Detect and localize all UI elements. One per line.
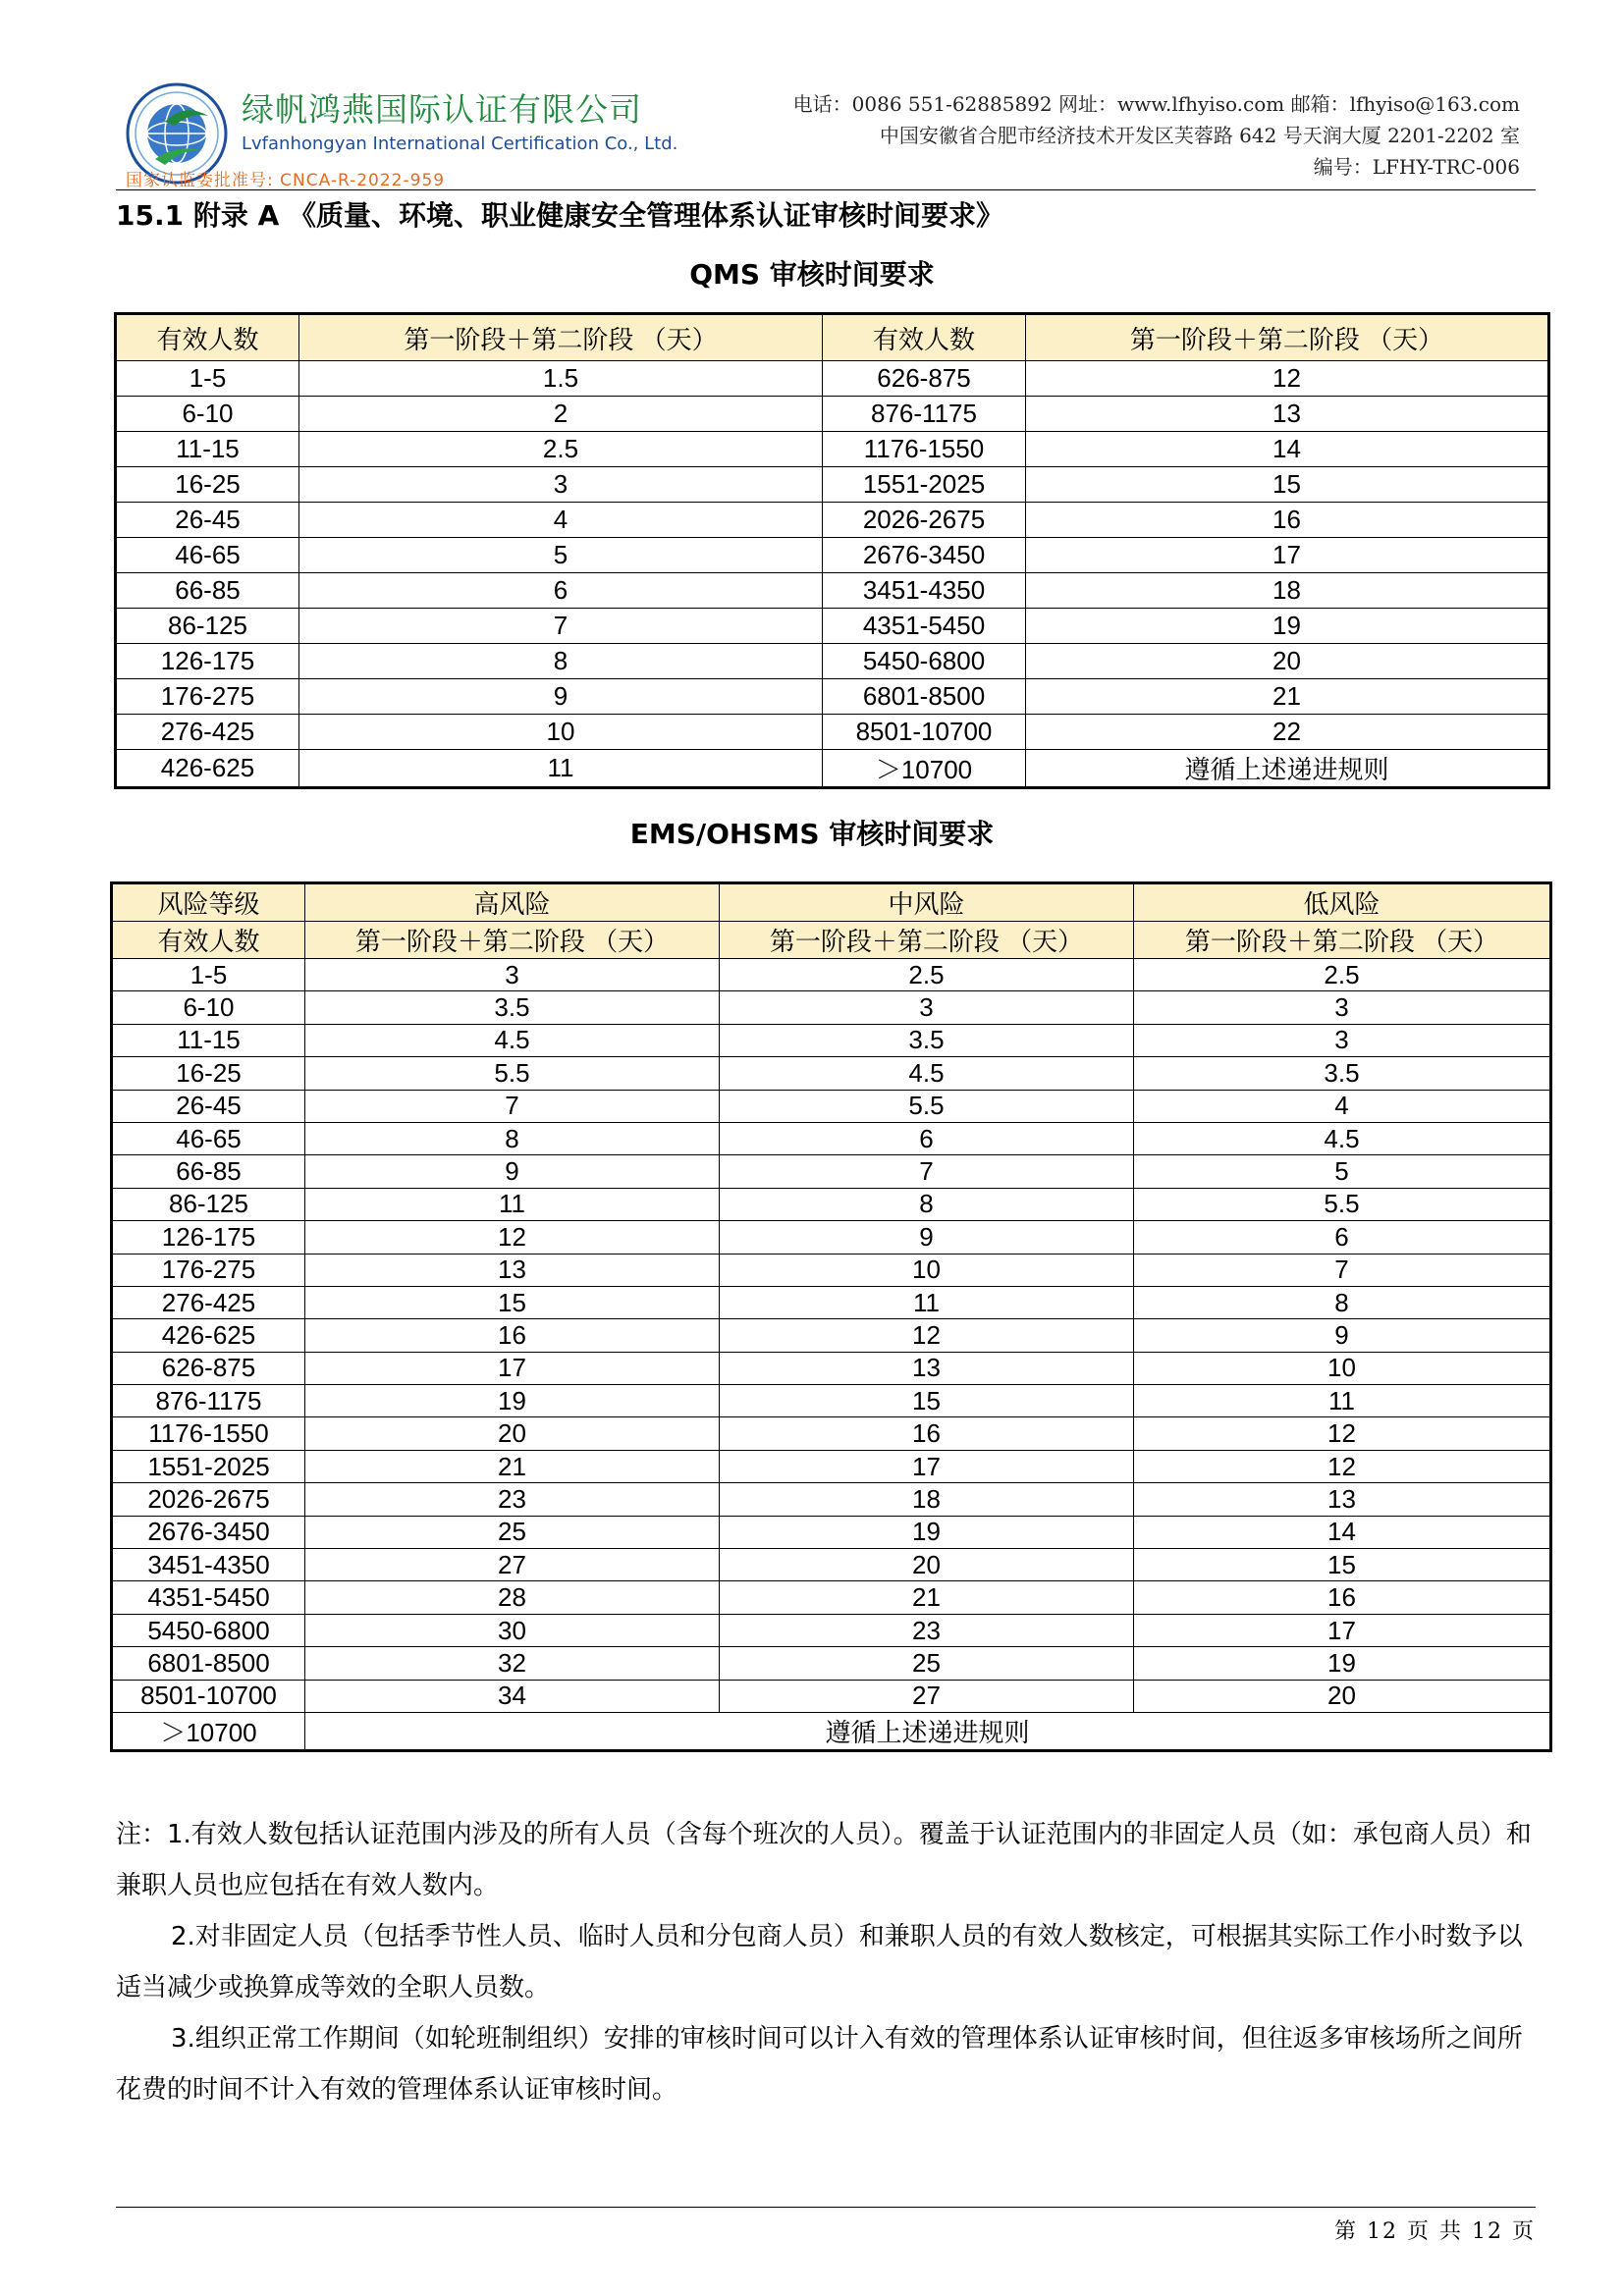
table-cell: 876-1175 (112, 1385, 305, 1417)
qms-table (114, 312, 1550, 789)
table-cell: 11 (720, 1286, 1134, 1318)
table-cell: 19 (305, 1385, 720, 1417)
table-cell: 46-65 (112, 1122, 305, 1154)
table-cell: 14 (1026, 432, 1549, 467)
table-cell: 2.5 (299, 432, 823, 467)
table-row (112, 1352, 1551, 1384)
table-cell: 15 (305, 1286, 720, 1318)
approval-number: 国家认监委批准号: CNCA-R-2022-959 (126, 171, 446, 190)
table-cell: 10 (1134, 1352, 1551, 1384)
column-header: 有效人数 (112, 922, 305, 959)
table-row (112, 1286, 1551, 1318)
table-row (112, 1581, 1551, 1614)
table-cell: 17 (1026, 538, 1549, 573)
table-cell: 14 (1134, 1516, 1551, 1548)
footer-divider (116, 2207, 1536, 2208)
table-row (112, 1385, 1551, 1417)
table-cell: 27 (720, 1680, 1134, 1712)
table-cell: 2 (299, 397, 823, 432)
document-number: 编号：LFHY-TRC-006 (1313, 155, 1520, 179)
table-cell: 876-1175 (823, 397, 1026, 432)
column-header: 第一阶段＋第二阶段 （天） (1134, 922, 1551, 959)
table-cell: 1176-1550 (823, 432, 1026, 467)
table-cell: 18 (1026, 573, 1549, 609)
table-row (116, 467, 1549, 503)
table-cell: 9 (720, 1221, 1134, 1254)
table-cell: 46-65 (116, 538, 299, 573)
note-paragraph: 3.组织正常工作期间（如轮班制组织）安排的审核时间可以计入有效的管理体系认证审核时间，但往返多审核场所之间所花费的时间不计入有效的管理体系认证审核时间。 (116, 2024, 1523, 2105)
note-paragraph: 2.对非固定人员（包括季节性人员、临时人员和分包商人员）和兼职人员的有效人数核定，可根据其实际工作小时数予以适当减少或换算成等效的全职人员数。 (116, 1922, 1523, 2002)
table-header-row (116, 314, 1549, 361)
table-cell: 8 (720, 1188, 1134, 1220)
company-name-en: Lvfanhongyan International Certification Co., Ltd. (242, 133, 678, 154)
table-cell: 13 (1026, 397, 1549, 432)
table-cell: 23 (305, 1483, 720, 1516)
table-cell: 12 (305, 1221, 720, 1254)
table-cell: 276-425 (116, 715, 299, 750)
table-cell: 2026-2675 (823, 503, 1026, 538)
company-logo (116, 77, 678, 190)
table-cell: 66-85 (112, 1155, 305, 1188)
table-cell: 2.5 (1134, 959, 1551, 991)
table-cell: 2.5 (720, 959, 1134, 991)
table-cell: 1551-2025 (823, 467, 1026, 503)
table-cell: 20 (1134, 1680, 1551, 1712)
table-cell: 12 (1134, 1417, 1551, 1450)
table-cell: 12 (720, 1319, 1134, 1352)
table-row (112, 1188, 1551, 1220)
table-cell: 426-625 (112, 1319, 305, 1352)
table-header-row (112, 883, 1551, 922)
table-cell: 25 (305, 1516, 720, 1548)
table-row (116, 432, 1549, 467)
column-header: 风险等级 (112, 883, 305, 922)
table-cell: 16 (1134, 1581, 1551, 1614)
table-row (112, 959, 1551, 991)
column-header: 有效人数 (116, 314, 299, 361)
table-cell: 3 (1134, 1024, 1551, 1056)
table-cell: 17 (1134, 1614, 1551, 1646)
table-cell: 626-875 (823, 361, 1026, 397)
table-cell: 1.5 (299, 361, 823, 397)
table-cell: 34 (305, 1680, 720, 1712)
table-cell: 21 (720, 1581, 1134, 1614)
table-row (112, 1712, 1551, 1750)
table-cell: 15 (1026, 467, 1549, 503)
table-cell: 66-85 (116, 573, 299, 609)
table-cell: 10 (299, 715, 823, 750)
header-divider (116, 189, 1536, 190)
table-cell: 176-275 (112, 1254, 305, 1286)
table-row (112, 991, 1551, 1024)
table-cell: 11-15 (116, 432, 299, 467)
table-header-row (112, 922, 1551, 959)
table-row (112, 1254, 1551, 1286)
table-cell: 5.5 (305, 1057, 720, 1090)
qms-table-title: QMS 审核时间要求 (689, 258, 935, 291)
contact-block (793, 88, 1520, 183)
table-cell: 5.5 (720, 1090, 1134, 1122)
table-cell: 8 (299, 644, 823, 679)
page-number: 第 12 页 共 12 页 (1334, 2219, 1536, 2244)
table-cell: 3.5 (305, 991, 720, 1024)
table-row (112, 1680, 1551, 1712)
table-cell: 6 (720, 1122, 1134, 1154)
table-row (112, 1057, 1551, 1090)
column-header: 有效人数 (823, 314, 1026, 361)
table-row (112, 1024, 1551, 1056)
table-cell: 86-125 (112, 1188, 305, 1220)
table-row (112, 1090, 1551, 1122)
table-cell: 8501-10700 (112, 1680, 305, 1712)
table-cell: 8 (305, 1122, 720, 1154)
table-cell: 15 (1134, 1549, 1551, 1581)
table-cell: 3 (305, 959, 720, 991)
table-row (112, 1155, 1551, 1188)
table-cell: 16 (305, 1319, 720, 1352)
table-cell: 15 (720, 1385, 1134, 1417)
table-cell: ＞10700 (112, 1712, 305, 1750)
table-cell: 5450-6800 (823, 644, 1026, 679)
table-cell: 19 (1134, 1647, 1551, 1680)
table-cell: 176-275 (116, 679, 299, 715)
table-cell: 13 (720, 1352, 1134, 1384)
table-cell: 6-10 (116, 397, 299, 432)
table-cell: 11 (299, 750, 823, 788)
table-cell: 9 (299, 679, 823, 715)
column-header: 第一阶段＋第二阶段 （天） (299, 314, 823, 361)
table-cell: 6-10 (112, 991, 305, 1024)
table-row (112, 1319, 1551, 1352)
table-cell: 16-25 (116, 467, 299, 503)
notes (116, 1809, 1536, 2115)
table-cell: 21 (305, 1450, 720, 1482)
table-cell: 21 (1026, 679, 1549, 715)
table-cell: 7 (299, 609, 823, 644)
table-cell: 9 (305, 1155, 720, 1188)
table-cell: 6801-8500 (112, 1647, 305, 1680)
column-header: 低风险 (1134, 883, 1551, 922)
note-paragraph: 注：1.有效人数包括认证范围内涉及的所有人员（含每个班次的人员）。覆盖于认证范围内的非固定人员（如：承包商人员）和兼职人员也应包括在有效人数内。 (116, 1820, 1532, 1900)
table-cell: 11 (305, 1188, 720, 1220)
letterhead (116, 77, 1530, 189)
table-cell: 25 (720, 1647, 1134, 1680)
column-header: 第一阶段＋第二阶段 （天） (305, 922, 720, 959)
table-row (116, 750, 1549, 788)
table-cell: 2676-3450 (823, 538, 1026, 573)
table-cell: 11 (1134, 1385, 1551, 1417)
table-cell: 遵循上述递进规则 (1026, 750, 1549, 788)
table-cell: 3.5 (1134, 1057, 1551, 1090)
table-cell: ＞10700 (823, 750, 1026, 788)
table-row (116, 397, 1549, 432)
table-cell: 27 (305, 1549, 720, 1581)
table-cell: 6 (1134, 1221, 1551, 1254)
table-cell: 4.5 (720, 1057, 1134, 1090)
table-cell: 20 (305, 1417, 720, 1450)
table-cell: 32 (305, 1647, 720, 1680)
table-cell: 16-25 (112, 1057, 305, 1090)
table-cell: 26-45 (112, 1090, 305, 1122)
table-cell: 遵循上述递进规则 (305, 1712, 1551, 1750)
table-cell: 30 (305, 1614, 720, 1646)
table-row (116, 715, 1549, 750)
table-cell: 126-175 (112, 1221, 305, 1254)
ems-table (110, 881, 1552, 1752)
table-row (116, 361, 1549, 397)
section-title: 15.1 附录 A 《质量、环境、职业健康安全管理体系认证审核时间要求》 (116, 199, 1004, 232)
table-cell: 4.5 (305, 1024, 720, 1056)
table-row (112, 1549, 1551, 1581)
table-cell: 12 (1134, 1450, 1551, 1482)
table-cell: 12 (1026, 361, 1549, 397)
table-cell: 276-425 (112, 1286, 305, 1318)
table-row (112, 1122, 1551, 1154)
table-cell: 8 (1134, 1286, 1551, 1318)
table-row (116, 538, 1549, 573)
table-cell: 626-875 (112, 1352, 305, 1384)
ems-table-title: EMS/OHSMS 审核时间要求 (629, 818, 995, 850)
table-cell: 8501-10700 (823, 715, 1026, 750)
table-cell: 20 (1026, 644, 1549, 679)
table-cell: 4351-5450 (112, 1581, 305, 1614)
table-cell: 1-5 (116, 361, 299, 397)
table-cell: 4.5 (1134, 1122, 1551, 1154)
table-cell: 23 (720, 1614, 1134, 1646)
table-row (116, 503, 1549, 538)
column-header: 中风险 (720, 883, 1134, 922)
table-cell: 2026-2675 (112, 1483, 305, 1516)
table-cell: 19 (1026, 609, 1549, 644)
table-cell: 16 (720, 1417, 1134, 1450)
table-cell: 17 (305, 1352, 720, 1384)
table-row (112, 1417, 1551, 1450)
table-cell: 426-625 (116, 750, 299, 788)
table-cell: 28 (305, 1581, 720, 1614)
column-header: 高风险 (305, 883, 720, 922)
table-cell: 3451-4350 (112, 1549, 305, 1581)
table-cell: 3451-4350 (823, 573, 1026, 609)
table-cell: 6 (299, 573, 823, 609)
table-cell: 10 (720, 1254, 1134, 1286)
table-cell: 3 (299, 467, 823, 503)
table-cell: 11-15 (112, 1024, 305, 1056)
table-cell: 5.5 (1134, 1188, 1551, 1220)
column-header: 第一阶段＋第二阶段 （天） (1026, 314, 1549, 361)
table-cell: 9 (1134, 1319, 1551, 1352)
table-cell: 7 (305, 1090, 720, 1122)
table-row (112, 1516, 1551, 1548)
table-row (112, 1221, 1551, 1254)
table-cell: 5 (1134, 1155, 1551, 1188)
column-header: 第一阶段＋第二阶段 （天） (720, 922, 1134, 959)
address-line: 中国安徽省合肥市经济技术开发区芙蓉路 642 号天润大厦 2201-2202 室 (879, 124, 1520, 147)
table-cell: 22 (1026, 715, 1549, 750)
table-cell: 1551-2025 (112, 1450, 305, 1482)
table-cell: 4 (299, 503, 823, 538)
table-row (112, 1647, 1551, 1680)
table-cell: 18 (720, 1483, 1134, 1516)
table-cell: 20 (720, 1549, 1134, 1581)
table-row (116, 644, 1549, 679)
table-cell: 5450-6800 (112, 1614, 305, 1646)
table-cell: 3 (1134, 991, 1551, 1024)
table-row (116, 609, 1549, 644)
table-cell: 5 (299, 538, 823, 573)
table-cell: 1-5 (112, 959, 305, 991)
table-cell: 7 (720, 1155, 1134, 1188)
table-cell: 6801-8500 (823, 679, 1026, 715)
table-row (112, 1483, 1551, 1516)
table-cell: 19 (720, 1516, 1134, 1548)
table-cell: 126-175 (116, 644, 299, 679)
company-name-cn: 绿帆鸿燕国际认证有限公司 (242, 90, 642, 129)
contact-line: 电话：0086 551-62885892 网址：www.lfhyiso.com 邮箱：lfhyiso@163.com (792, 92, 1520, 116)
table-row (112, 1614, 1551, 1646)
table-row (116, 573, 1549, 609)
table-cell: 7 (1134, 1254, 1551, 1286)
table-row (116, 679, 1549, 715)
table-cell: 16 (1026, 503, 1549, 538)
table-cell: 13 (1134, 1483, 1551, 1516)
table-cell: 1176-1550 (112, 1417, 305, 1450)
table-cell: 2676-3450 (112, 1516, 305, 1548)
table-cell: 4351-5450 (823, 609, 1026, 644)
table-cell: 3 (720, 991, 1134, 1024)
table-row (112, 1450, 1551, 1482)
table-cell: 86-125 (116, 609, 299, 644)
table-cell: 17 (720, 1450, 1134, 1482)
table-cell: 26-45 (116, 503, 299, 538)
table-cell: 13 (305, 1254, 720, 1286)
table-cell: 4 (1134, 1090, 1551, 1122)
table-cell: 3.5 (720, 1024, 1134, 1056)
